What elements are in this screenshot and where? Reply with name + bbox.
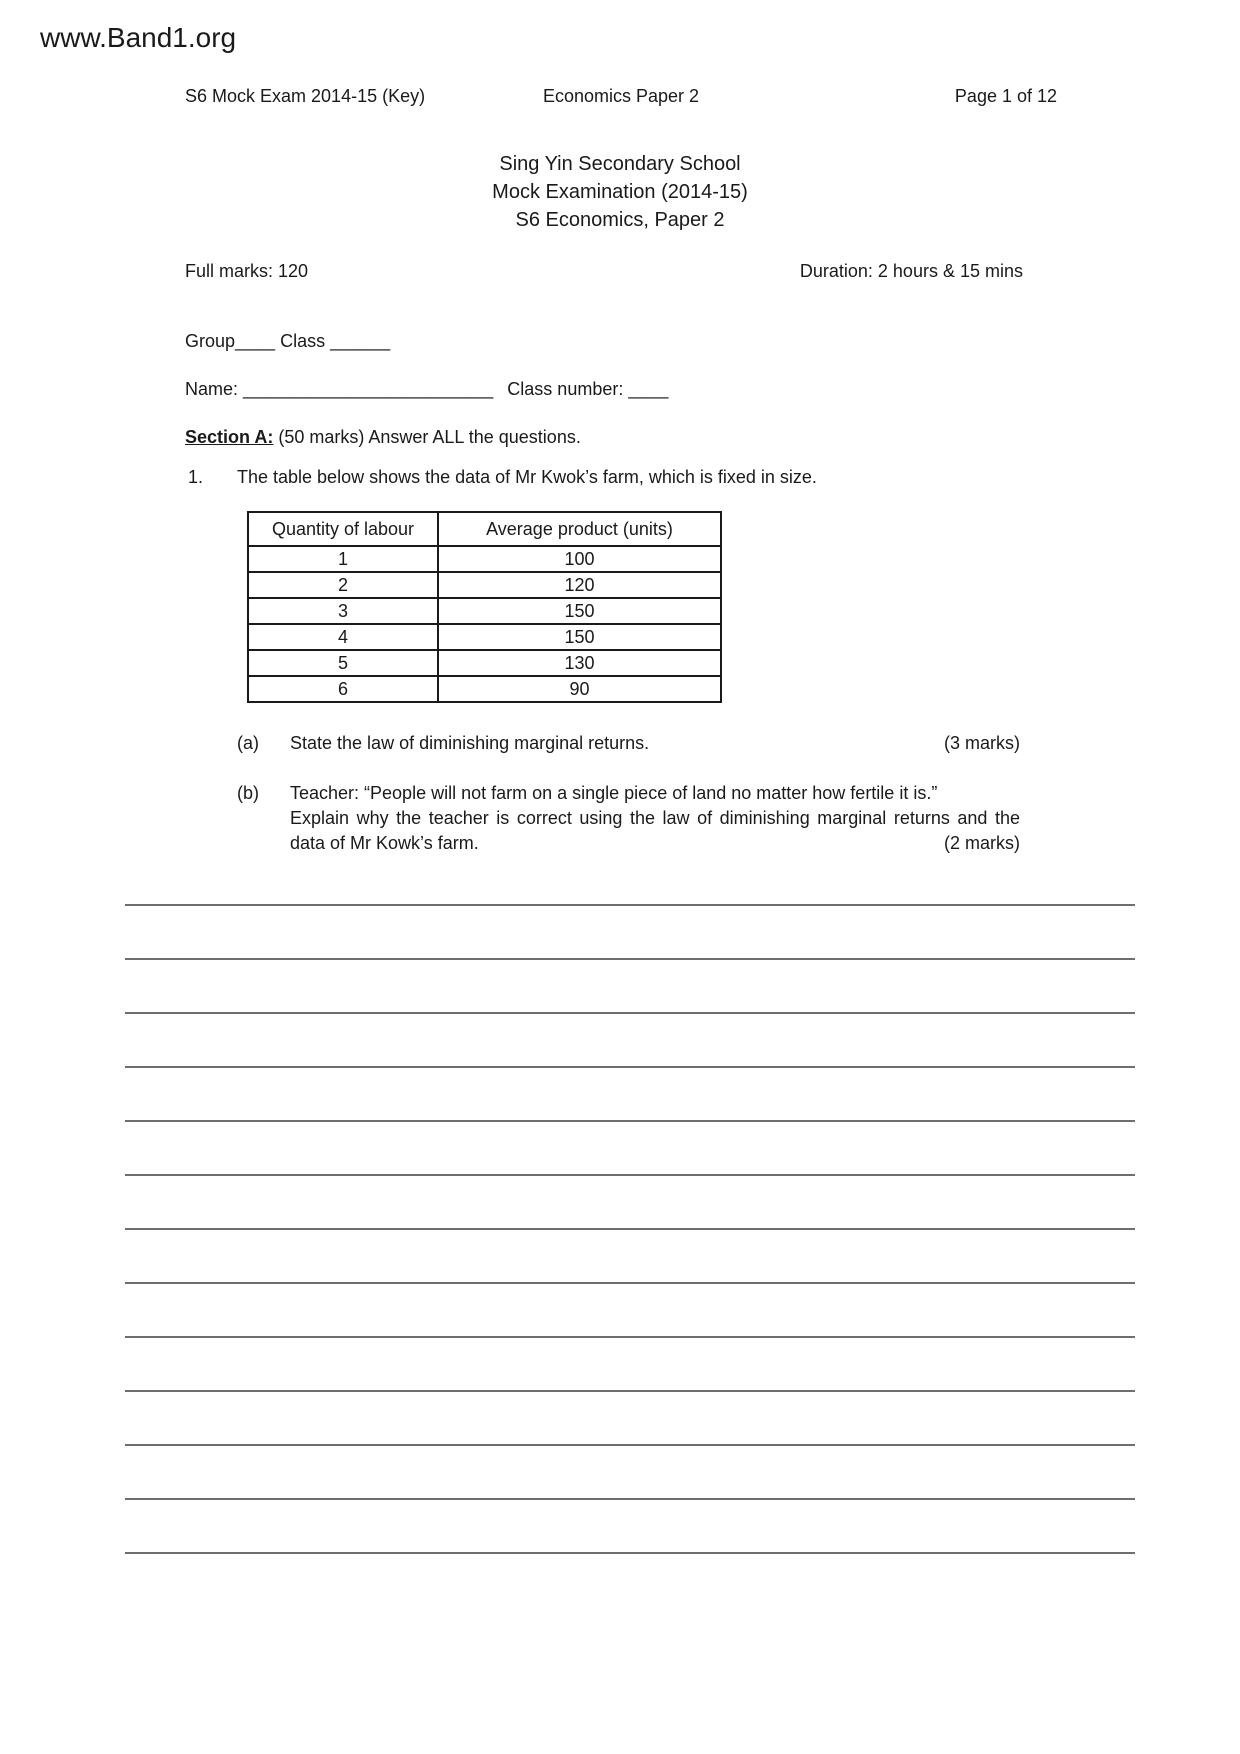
table-cell: 150 [438,598,721,624]
title-exam: Mock Examination (2014-15) [492,181,748,203]
header-exam-title: S6 Mock Exam 2014-15 (Key) [185,86,426,106]
table-cell: 150 [438,624,721,650]
table-cell: 100 [438,546,721,572]
table-row [248,650,721,676]
title-school: Sing Yin Secondary School [499,153,741,175]
table-header-row [248,512,721,546]
question-1b-marks: (2 marks) [944,833,1020,853]
answer-line [125,1498,1135,1500]
table-cell: 6 [248,676,438,702]
table-cell: 120 [438,572,721,598]
table-header-product: Average product (units) [438,512,721,546]
question-1a-label: (a) [237,733,259,753]
question-1a-text: State the law of diminishing marginal returns. [290,733,650,753]
question-1 [188,467,1020,488]
question-1b [237,781,1020,856]
table-row [248,624,721,650]
header-paper-title: Economics Paper 2 [542,86,700,106]
answer-line [125,1336,1135,1338]
answer-line [125,1282,1135,1284]
watermark: www.Band1.org [40,22,237,53]
class-number-field: Class number: ____ [507,379,669,399]
table-cell: 4 [248,624,438,650]
title-paper: S6 Economics, Paper 2 [515,209,725,231]
question-1b-label: (b) [237,783,259,803]
question-1a [237,731,1020,756]
table-cell: 1 [248,546,438,572]
table-cell: 3 [248,598,438,624]
duration-label: Duration: 2 hours & 15 mins [799,261,1023,281]
answer-line [125,1390,1135,1392]
question-1b-line3 [290,831,1020,856]
question-1-number: 1. [188,467,204,487]
table-cell: 130 [438,650,721,676]
answer-line [125,1174,1135,1176]
full-marks-label: Full marks: 120 [185,261,309,281]
table-cell: 2 [248,572,438,598]
table-cell: 5 [248,650,438,676]
farm-data-table [247,511,722,703]
header-page-number: Page 1 of 12 [954,86,1058,106]
table-row [248,676,721,702]
question-1b-line1: Teacher: “People will not farm on a single piece of land no matter how fertile it is.” [290,783,938,803]
answer-line [125,1120,1135,1122]
answer-line [125,1552,1135,1554]
question-1b-line3-text: data of Mr Kowk’s farm. [290,833,479,853]
table-row [248,572,721,598]
question-1b-line2: Explain why the teacher is correct using the law of diminishing marginal returns and the [290,808,1020,828]
table-cell: 90 [438,676,721,702]
page-header [185,86,1057,107]
answer-line [125,904,1135,906]
section-a-instructions: (50 marks) Answer ALL the questions. [273,427,581,447]
section-a-line [185,427,581,448]
title-block [0,150,1240,234]
table-header-labour: Quantity of labour [248,512,438,546]
name-line [185,379,668,400]
group-class-line: Group____ Class ______ [185,331,391,351]
info-row [185,261,1023,282]
table-row [248,598,721,624]
section-a-heading: Section A: [185,427,274,447]
answer-line [125,1228,1135,1230]
answer-line [125,1012,1135,1014]
question-1-stem: The table below shows the data of Mr Kwok’s farm, which is fixed in size. [237,467,817,487]
table-row [248,546,721,572]
answer-area [125,904,1135,1606]
name-field: Name: _________________________ [185,379,494,399]
answer-line [125,1066,1135,1068]
question-1a-marks: (3 marks) [944,733,1020,753]
answer-line [125,1444,1135,1446]
question-1b-body [290,781,1020,856]
answer-line [125,958,1135,960]
